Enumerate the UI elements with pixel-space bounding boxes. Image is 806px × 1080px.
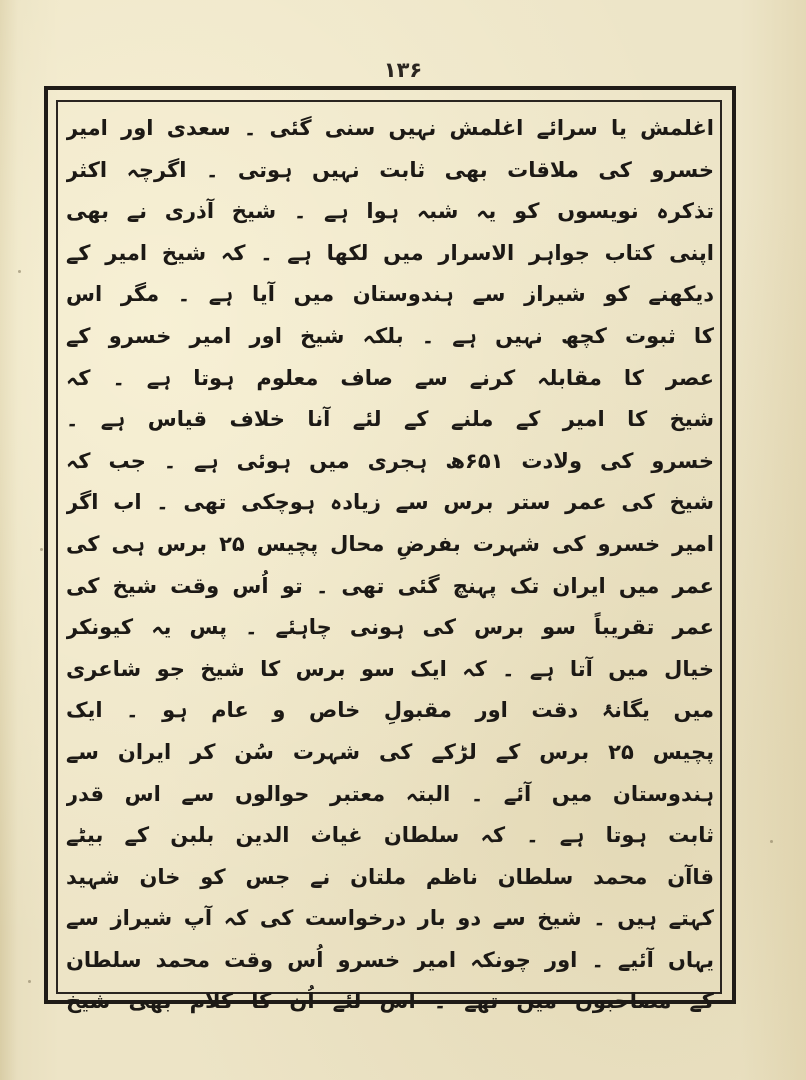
text-line: میں یگانۂ دقت اور مقبولِ خاص و عام ہو ۔ ایک [66,698,714,723]
text-line: امیر خسرو کی شہرت بفرضِ محال پچیس ۲۵ برس ہی کی [66,531,714,556]
text-line: خیال میں آتا ہے ۔ کہ ایک سو برس کا شیخ جو شاعری [66,656,714,681]
text-line: پچیس ۲۵ برس کے لڑکے کی شہرت سُن کر ایران سے [66,739,714,764]
paper-speck [28,980,31,983]
text-line: دیکھنے کو شیراز سے ہندوستان میں آیا ہے ۔ مگر اس [66,282,714,307]
text-line: شیخ کی عمر ستر برس سے زیادہ ہوچکی تھی ۔ اب اگر [66,490,714,515]
text-line: اغلمش یا سرائے اغلمش نہیں سنی گئی ۔ سعدی اور امیر [66,116,714,140]
text-line: تذکرہ نویسوں کو یہ شبہ ہوا ہے ۔ شیخ آذری نے بھی [66,199,714,224]
text-line: ہندوستان میں آئے ۔ البتہ معتبر حوالوں سے اس قدر [66,781,714,806]
text-line: کا ثبوت کچھ نہیں ہے ۔ بلکہ شیخ اور امیر خسرو کے [66,323,714,348]
text-line: عصر کا مقابلہ کرنے سے صاف معلوم ہوتا ہے ۔ کہ [66,365,714,390]
text-line: عمر تقریباً سو برس کی ہونی چاہئے ۔ پس یہ کیونکر [66,615,714,640]
text-line: قاآن محمد سلطان ناظم ملتان نے جس کو خان شہید [66,864,714,889]
text-line: کہتے ہیں ۔ شیخ سے دو بار درخواست کی کہ آپ شیراز سے [66,906,714,931]
paper-speck [18,270,21,273]
text-line: شیخ کا امیر کے ملنے کے لئے آنا خلاف قیاس ہے ۔ [66,407,714,432]
text-line: خسرو کی ولادت ۶۵۱ھ ہجری میں ہوئی ہے ۔ جب کہ [66,448,714,473]
text-line: عمر میں ایران تک پہنچ گئی تھی ۔ تو اُس وقت شیخ کی [66,573,714,598]
paper-speck [40,548,43,551]
text-line: اپنی کتاب جواہر الاسرار میں لکھا ہے ۔ کہ شیخ امیر کے [66,240,714,265]
urdu-text-block [66,108,714,1023]
text-line: یہاں آئیے ۔ اور چونکہ امیر خسرو اُس وقت محمد سلطان [66,947,714,972]
text-line: ثابت ہوتا ہے ۔ کہ سلطان غیاث الدین بلبن کے بیٹے [66,823,714,848]
page-number: ۱۳۶ [383,58,423,82]
text-line: خسرو کی ملاقات بھی ثابت نہیں ہوتی ۔ اگرچہ اکثر [66,157,714,182]
paper-speck [770,840,773,843]
text-line: کے مصاحبوں میں تھے ۔ اس لئے اُن کا کلام بھی شیخ [66,989,714,1014]
